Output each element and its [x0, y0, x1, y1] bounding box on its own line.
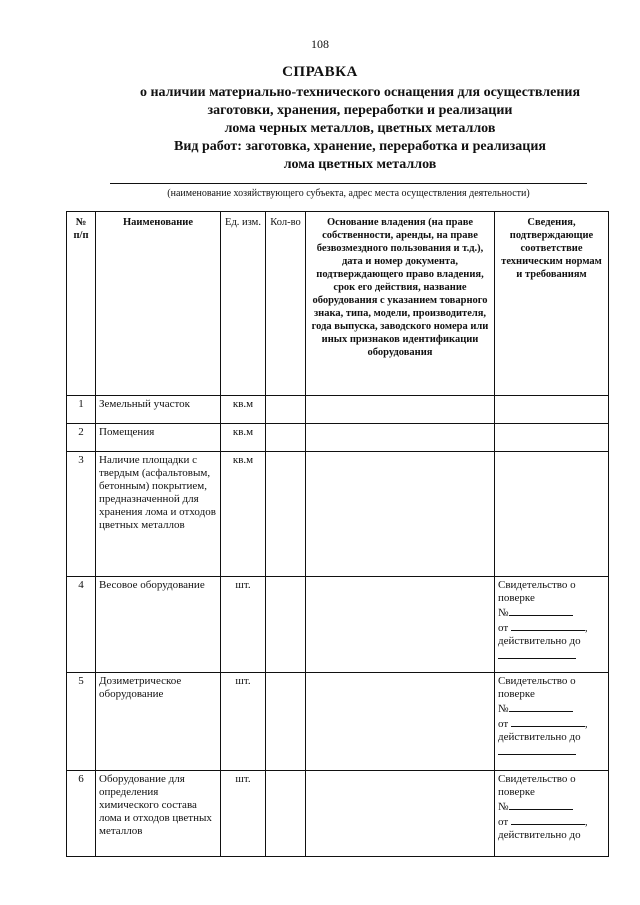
certificate-date-line[interactable]	[498, 716, 605, 731]
heading-line: о наличии материально-технического оснащения для осуществления	[139, 85, 581, 100]
row-basis-cell[interactable]	[306, 673, 495, 771]
row-unit: кв.м	[221, 452, 266, 577]
certificate-label: поверке	[498, 688, 535, 700]
subject-caption: (наименование хозяйствующего субъекта, адрес места осуществления деятельности)	[167, 188, 530, 199]
table-header-row	[67, 212, 609, 396]
document-title: СПРАВКА	[282, 64, 358, 80]
row-name: Весовое оборудование	[96, 577, 221, 673]
heading-line: лома черных металлов, цветных металлов	[224, 121, 496, 136]
certificate-label: поверке	[498, 786, 535, 798]
row-unit: шт.	[221, 577, 266, 673]
row-name: Наличие площадки с твердым (асфальтовым, бетонным) покрытием, предназначенной для хранения лома и отходов цветных металлов	[96, 452, 221, 577]
valid-until-label: действительно до	[498, 731, 581, 743]
table-row	[67, 396, 609, 424]
certificate-block	[495, 673, 609, 771]
certificate-number-line[interactable]	[498, 605, 605, 620]
certificate-number-line[interactable]	[498, 701, 605, 716]
row-qty-cell[interactable]	[266, 673, 306, 771]
row-name: Оборудование для определения химического состава лома и отходов цветных металлов	[96, 771, 221, 857]
row-basis-cell[interactable]	[306, 771, 495, 857]
header-qty: Кол-во	[266, 212, 306, 396]
certificate-label: Свидетельство о	[498, 675, 576, 687]
row-num: 4	[67, 577, 96, 673]
certificate-number-line[interactable]	[498, 799, 605, 814]
row-qty-cell[interactable]	[266, 452, 306, 577]
certificate-label: поверке	[498, 592, 535, 604]
row-num: 6	[67, 771, 96, 857]
heading-line: заготовки, хранения, переработки и реализации	[207, 103, 513, 118]
row-qty-cell[interactable]	[266, 424, 306, 452]
row-basis-cell[interactable]	[306, 577, 495, 673]
table-row	[67, 452, 609, 577]
valid-until-line[interactable]	[498, 648, 605, 663]
subject-fill-line[interactable]	[110, 183, 587, 184]
certificate-date-line[interactable]	[498, 620, 605, 635]
row-num: 5	[67, 673, 96, 771]
row-name: Дозиметрическое оборудование	[96, 673, 221, 771]
row-num: 2	[67, 424, 96, 452]
certificate-label: Свидетельство о	[498, 773, 576, 785]
from-label: от	[498, 622, 509, 634]
from-label: от	[498, 816, 509, 828]
row-basis-cell[interactable]	[306, 452, 495, 577]
page-number: 108	[311, 37, 329, 51]
table-row	[67, 577, 609, 673]
row-qty-cell[interactable]	[266, 577, 306, 673]
comma: ,	[584, 622, 588, 634]
row-info-cell[interactable]	[495, 424, 609, 452]
row-basis-cell[interactable]	[306, 424, 495, 452]
row-qty-cell[interactable]	[266, 396, 306, 424]
table-row	[67, 424, 609, 452]
certificate-label: Свидетельство о	[498, 579, 576, 591]
header-unit: Ед. изм.	[221, 212, 266, 396]
heading-line: лома цветных металлов	[283, 157, 437, 172]
row-num: 1	[67, 396, 96, 424]
row-unit: шт.	[221, 771, 266, 857]
header-name: Наименование	[96, 212, 221, 396]
row-unit: шт.	[221, 673, 266, 771]
comma: ,	[584, 718, 588, 730]
document-heading	[0, 84, 640, 174]
row-info-cell[interactable]	[495, 452, 609, 577]
certificate-block	[495, 771, 609, 857]
comma: ,	[584, 816, 588, 828]
number-sign: №	[498, 703, 509, 715]
header-basis: Основание владения (на праве собственности, аренды, на праве безвозмездного пользования и т.д.), дата и номер документа, подтверждающего право владения, срок его действия, название оборудования с указанием товарного знака, типа, модели, производителя, года выпуска, заводского номера или иных признаков идентификации оборудования	[306, 212, 495, 396]
row-num: 3	[67, 452, 96, 577]
table-row	[67, 673, 609, 771]
certificate-date-line[interactable]	[498, 814, 605, 829]
from-label: от	[498, 718, 509, 730]
row-unit: кв.м	[221, 396, 266, 424]
number-sign: №	[498, 607, 509, 619]
valid-until-label: действительно до	[498, 829, 581, 841]
valid-until-line[interactable]	[498, 744, 605, 759]
row-qty-cell[interactable]	[266, 771, 306, 857]
row-name: Помещения	[96, 424, 221, 452]
valid-until-label: действительно до	[498, 635, 581, 647]
row-name: Земельный участок	[96, 396, 221, 424]
header-num: № п/п	[67, 212, 96, 396]
heading-line: Вид работ: заготовка, хранение, переработка и реализация	[174, 139, 546, 154]
row-unit: кв.м	[221, 424, 266, 452]
header-info: Сведения, подтверждающие соответствие техническим нормам и требованиям	[495, 212, 609, 396]
number-sign: №	[498, 801, 509, 813]
equipment-table	[66, 211, 609, 857]
row-info-cell[interactable]	[495, 396, 609, 424]
table-row	[67, 771, 609, 857]
certificate-block	[495, 577, 609, 673]
row-basis-cell[interactable]	[306, 396, 495, 424]
